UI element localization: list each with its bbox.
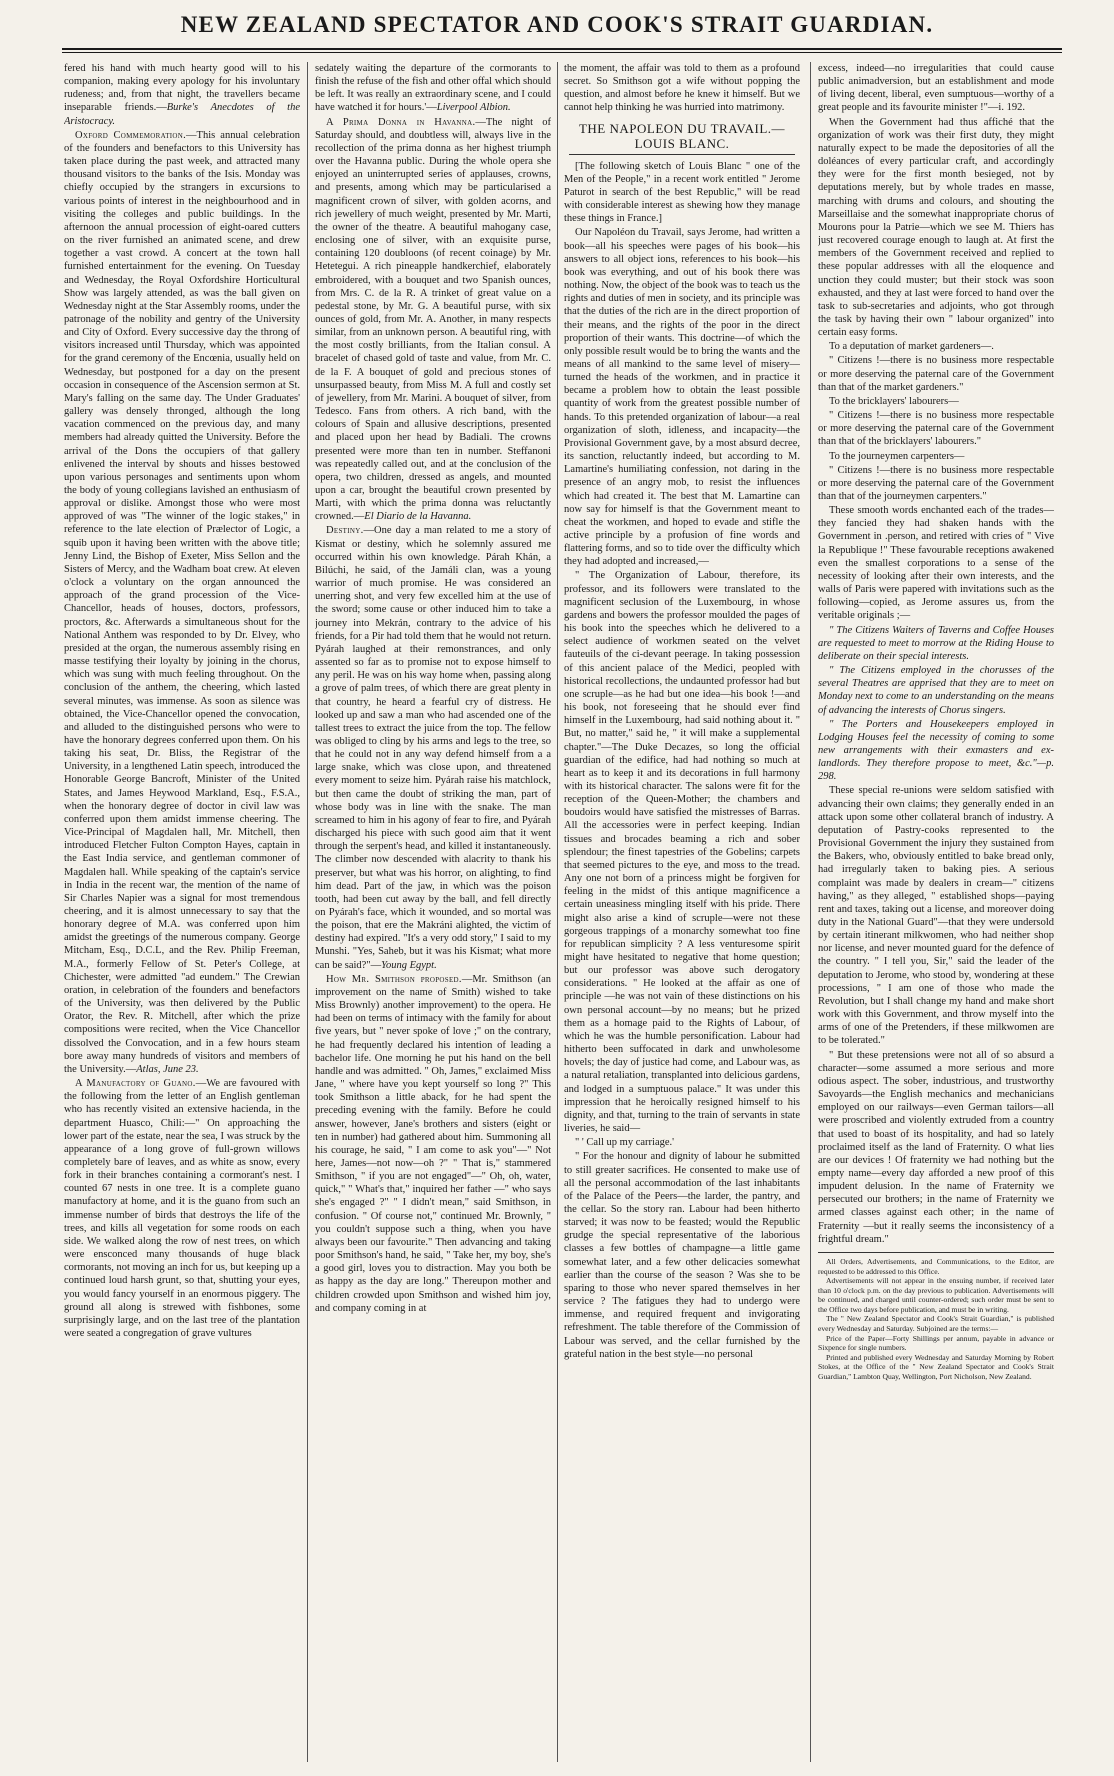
column-1 [64,62,300,1762]
article-heading: Oxford Commemoration. [75,129,187,141]
masthead-rule [62,48,1062,50]
article-paragraph: " The Organization of Labour, therefore, its professor, and its followers were translated to the magnificent seclusion of the Luxembourg, in whose gardens and bowers the professor moulded the pages of his book into the speeches which he delivered to a select audience of workmen seated on the velvet fauteuils of the ci-devant peerage. In taking possession of this ancient palace of the Medici, peopled with historical recollections, the undaunted professor had but one scruple—as he had but one idea—his book !—and his book, not foreseeing that he should ever find himself in the Luxembourg, had said nothing about it. " But, no matter," said he, " it will make a supplemental chapter."—The Duke Decazes, so long the official guardian of the edifice, had had nothing so much at heart as to keep it and its decorations in full harmony with its historical character. The salons were fit for the reception of the Queen-Mother; the chambers and boudoirs would have satisfied the mistresses of Barras. All the accessories were in perfect keeping. Indian tissues and brocades beaming a rich and sober splendour; the finest tapestries of the Gobelins; carpets that seemed pictures to the eye, and moss to the tread. Any one not born of a princess might be forgiven for feeling in the midst of this antique magnificence a certain uneasiness mingling itself with his pride. There might also arise a kind of scruple—were not these gorgeous trappings of a monarchy somewhat too fine for republican simplicity ? A less venturesome spirit might have hesitated to negative that home question; but our professor was above such derogatory considerations. " He looked at the affair as one of principle —he was not vain of these distinctions on his own personal account—by no means; but he prized them as a homage paid to the Rights of Labour, of which he was the humble personification. Labour had hitherto been suffocated in dark and unwholesome hovels; the day of justice had come, and Labour was, as a natural retaliation, transplanted into delicious gardens, and lodged in a sumptuous palace." It was under this impression that he heroically resigned himself to his dignity, and that, turning to the train of servants in state liveries, he said— [564,570,800,1135]
article-continuation: fered his hand with much hearty good will to his companion, making every apology for his involuntary rudeness; and, from that night, the travellers became inseparable friends.—Burke's Anecdotes of the Aristocracy. [64,63,300,127]
article-notice: " The Citizens Waiters of Taverns and Coffee Houses are requested to meet to morrow at the Riding House to deliberate on their special interests. [818,624,1054,662]
article-continuation: sedately waiting the departure of the cormorants to finish the refuse of the fish and other offal which should be left. It was really an extraordinary scene, and I could have watched it for hours.'—Liverpool Albion. [315,63,551,114]
column-divider [810,62,811,1762]
heading-rule [569,154,796,155]
article-paragraph: To a deputation of market gardeners—. [829,341,994,353]
article-paragraph: " ' Call up my carriage.' [575,1137,675,1149]
article-paragraph: To the bricklayers' labourers— [829,395,959,407]
article-paragraph: These special re-unions were seldom satisfied with advancing their own claims; they generally ended in an attack upon some other collateral branch of industry. A deputation of Pastry-cooks represented to the Provisional Government the injury they sustained from the Bakers, who, obviously entitled to bake bread only, had irregularly taken to baking pies. A serious complaint was made by dealers in cream—" citizens having," as they alleged, " established shops—paying rent and taxes, taking out a license, and moreover doing duty in the National Guard"—that they were undersold by certain itinerant milkwomen, who had neither shop nor license, and never mounted guard for the defence of the country. " I tell you, Sir," said the leader of the deputation to Jerome, who stood by, wondering at these processions, " I am one of those who made the Revolution, but I shall change my hand and make short work with this Government, and throw myself into the arms of one of the Pretenders, if these milkwomen are to be tolerated." [818,785,1054,1047]
article-quote: " Citizens !—there is no business more respectable or more deserving the paternal care of the Government than that of the bricklayers' labourers." [818,410,1054,448]
masthead-rule-thin [62,52,1062,53]
article-smithson: How Mr. Smithson proposed.—Mr. Smithson (an improvement on the name of Smith) wished to take Miss Brownly) another improvement) to the opera. He had been on terms of intimacy with the family for about five years, but " never spoke of love ;" on the contrary, he had frequently declared his intention of leading a bachelor life. One morning he put his hand on the bell handle and was admitted. " Oh, James," exclaimed Miss Jane, " where have you kept yourself so long ?" This took Smithson a little aback, for he had spent the preceding evening with the family. Before he could answer, however, Jane's brothers and sisters (eight or ten in number) had gathered about him. Summoning all his courage, he said, " I am come to ask you"—" Not here, James—not now—oh ?" " That is," stammered Smithson, " if you are not engaged"—" Oh, oh, water, quick," " What's that," inquired her father —" who says she's engaged ?" " I didn't mean," said Smithson, in confusion. " Of course not," continued Mr. Brownly, " you couldn't suppose such a thing, when you have always been our favourite." Then advancing and taking poor Smithson's hand, he said, " Take her, my boy, she's a good girl, loves you to distraction. May you both be as happy as the day are long." Thereupon mother and children crowded upon Smithson and wished him joy, and company coming in at [315,973,551,1314]
article-paragraph: " For the honour and dignity of labour he submitted to still greater sacrifices. He consented to make use of all the personal accommodation of the last inhabitants of the Palace of the Peers—the larder, the pantry, and the cellar. So the story ran. Labour had been hitherto starved; it was now to be feasted; would the Republic grudge the special representative of the laborious classes a few bottles of champagne—a little game somewhat later, and a few other delicacies somewhat earlier than the course of the season ? Was she to be sparing to those who never spared themselves in her service ? The fatigues they had to undergo were immense, and required frequent and invigorating refreshment. The table therefore of the Commission of Labour was served, and the cellar furnished by the grateful nation in the best style—no personal [564,1151,800,1360]
article-paragraph: When the Government had thus affiché that the organization of work was their first duty, they might naturally expect to be made the depositories of all the doléances of every particular craft, and accordingly they were for the first month besieged, not by deputations merely, but by whole trades en masse, marching with drums and colours, and shouting the Marseillaise and the somewhat inappropriate chorus of Mourons pour la Patrie—which we see M. Thiers has just recovered courage enough to laugh at. At first the members of the Government received and replied to these popular addresses with all the eloquence and unction they could muster; but their stock was soon exhausted, and they at last were forced to hand over the task to sub-secretaries and adjoints, who got through the task by having their own " labour organized" into certain easy forms. [818,116,1054,339]
masthead: NEW ZEALAND SPECTATOR AND COOK'S STRAIT GUARDIAN. [180,12,934,37]
article-heading: A Prima Donna in Havanna. [326,116,476,128]
article-heading: A Manufactory of Guano. [75,1078,196,1090]
column-2 [315,62,551,1762]
column-divider [307,62,308,1762]
article-continuation: excess, indeed—no irregularities that could cause public animadversion, but an establishment and mode of living decent, liberal, even sumptuous—worthy of a great people and its favourite minister !"—i. 192. [818,63,1054,114]
article-notice: " The Citizens employed in the chorusses of the several Theatres are apprised that they are to meet on Monday next to come to an understanding on the means of advancing the interests of Chorus singers. [818,665,1054,716]
article-heading: Destiny. [326,525,364,537]
article-paragraph: To the journeymen carpenters— [829,450,965,462]
article-quote: " Citizens !—there is no business more respectable or more deserving the paternal care of the Government than that of the journeymen carpenters." [818,464,1054,502]
column-4 [818,62,1054,1762]
article-oxford-commemoration: Oxford Commemoration.—This annual celebration of the founders and benefactors to this University has taken place during the past week, and attracted many thousand visitors to the banks of the Isis. Monday was chiefly occupied by the strangers in excursions to various points of interest in the neighbourhood and in visiting the colleges and public buildings. In the afternoon the annual procession of eight-oared cutters on the river furnished an animated scene, and drew together a vast crowd. A concert at the town hall furnished entertainment for the evening. On Tuesday and Wednesday, the Royal Oxfordshire Horticultural Show was largely attended, as was the ball given on Wednesday night at the Star Assembly rooms, under the patronage of the nobility and gentry of the University and City of Oxford. Every successive day the throng of visitors increased until Thursday, which was appointed for the grand ceremony of the Encœnia, usually held on Wednesday, but postponed for a day on the present occasion in consequence of the Ascension sermon at St. Mary's falling on the same day. The Under Graduates' gallery was densely thronged, although the long vacation commenced on the previous day, and many members had already quitted the University. Before the arrival of the Dons the occupiers of that gallery enlivened the interval by shouts and hisses bestowed upon various personages and sentiments upon whom the body of young collegians lavished an enthusiasm of approval or dislike. Amongst those who were most approved of was "The winner of the logic stakes," in reference to the late election of Prælector of Logic, a squib upon it having been written with the above title; Jenny Lind, the Bishop of Exeter, Miss Sellon and the Sisters of Mercy, and the Wadham boat crew. At eleven o'clock a voluntary on the organ announced the approach of the grand procession of the Vice-Chancellor, heads of houses, doctors, professors, proctors, &c. Afterwards a simultaneous shout for the National Anthem was responded to by Dr. Elvey, who presided at the organ, the numerous assembly rising en masse testifying their loyalty by joining in the chorus, which was sung with much feeling throughout. On the conclusion of the anthem, the cheering, which lasted several minutes, was immense. As soon as silence was obtained, the Vice-Chancellor opened the convocation, and alluded to the distinguished persons who were to have the honorary degrees conferred upon them. On his taking his seat, Dr. Bliss, the Registrar of the University, in a lengthened Latin speech, introduced the Honorable George Bancroft, Minister of the United States, and James Heywood Markland, Esq., F.S.A., when the honorary degree of doctor in civil law was conferred upon them amidst immense cheering. The Vice-Principal of Magdalen hall, Mr. Mitchell, then introduced Fletcher Fulton Compton Hayes, captain in the East India service, and gentleman commoner of Magdalen hall. While speaking of the captain's service in India in the recent war, the mention of the name of Sir Charles Napier was a signal for most tremendous cheering, and it is almost unnecessary to say that the honorary degree of M.A. was conferred upon him amidst the greetings of the numerous company. George Mitcham, Esq., D.C.L, and the Rev. Philip Freeman, M.A., formerly Fellow of St. Peter's College, at Chichester, were admitted "ad eundem." The Crewian oration, in celebration of the founders and benefactors of the University, was then delivered by the Public Orator, the Rev. R. Mitchell, after which the prize compositions were recited, when the Vice Chancellor dissolved the Convocation, and in a few hours steam bore away many hundreds of visitors and members of the University.—Atlas, June 23. [64,129,300,1075]
article-quote: " Citizens !—there is no business more respectable or more deserving the paternal care of the Government than that of the market gardeners." [818,355,1054,393]
column-3 [564,62,800,1762]
article-heading-louis-blanc: THE NAPOLEON DU TRAVAIL.—LOUIS BLANC. [564,121,800,155]
article-paragraph: Our Napoléon du Travail, says Jerome, had written a book—all his speeches were pages of his book—his answers to all object ions, references to his book—his book was everything, and out of his book there was nothing. Now, the object of the book was to teach us the rights and duties of men in society, and its principle was that the duties of the rich are in the direct proportion of their means, and the rights of the poor in the direct proportion of their wants. This doctrine—of which the only possible result would be to bring the wants and the means of all mankind to the same level of misery—turned the heads of the workmen, and in practice it became a problem how to obtain the least possible quantity of work from the greatest possible number of hands. To this pretended organization of labour—a real organization of sloth, idleness, and incapacity—the Provisional Government gave, by a most absurd decree, its sanction, reluctantly indeed, but according to M. Lamartine's humiliating confession, not daring in the presence of an angry mob, to resist the influences which had created it. The best that M. Lamartine can now say for himself is that the Government meant to cheat the workmen, and hoped to evade and stifle the active principle by a profusion of fine words and flattering forms, and so to tide over the difficulty which they had adopted and increased,— [564,227,800,568]
article-notice: " The Porters and Housekeepers employed in Lodging Houses feel the necessity of coming to some new arrangements with their exmasters and ex-landlords. They therefore propose to meet, &c."—p. 298. [818,718,1054,783]
publisher-notice: All Orders, Advertisements, and Communications, to the Editor, are requested to be addressed to this Office. Advertisements will not appear in the ensuing number, if received later than 10 o'clock p.m. on the day previous to publication. Advertisements will be continued, and charged until counter-ordered; such order must be sent to the Office two days before publication, and must be in writing. The " New Zealand Spectator and Cook's Strait Guardian," is published every Wednesday and Saturday. Subjoined are the terms:— Price of the Paper—Forty Shillings per annum, payable in advance or Sixpence for single numbers. Printed and published every Wednesday and Saturday Morning by Robert Stokes, at the Office of the " New Zealand Spectator and Cook's Strait Guardian," Lambton Quay, Wellington, Port Nicholson, New Zealand. [818,1252,1054,1382]
article-prima-donna: A Prima Donna in Havanna.—The night of Saturday should, and doubtless will, always live in the recollection of the prima donna as her highest triumph over the Havanna public. During the whole opera she enjoyed an uninterrupted series of applauses, crowns, and presents, among which may be particularised a magnificent crown of silver, with golden acorns, and rich jewellery of much weight, presented by Mr. Marti, the owner of the theatre. A beautiful mahogany case, enclosing one of silver, with an exquisite purse, containing 120 doubloons (of recent coinage) by Mr. Hetetegui. A rich pineapple handkerchief, elaborately embroidered, with a bouquet and two Spanish ounces, from Mrs. C. de la R. A trinket of great value on a pedestal stone, by Mr. G. A beautiful purse, with six ounces of gold, from Mr. A. Another, in many respects similar, from an unknown person. A beautiful ring, with the most costly brilliants, from the Italian consul. A bracelet of chased gold of taste and value, from Mr. C. de la F. A bouquet of gold and precious stones of unsurpassed beauty, from Miss M. A full and costly set of jewellery, from Mr. Marini. A bouquet of silver, from Tedesco. Fans from others. A rich band, with the colours of Spain and allusive descriptions, presented and placed upon her head by Badiali. The crowns presented were more than ten in number. Steffanoni was repeatedly called out, and at the conclusion of the opera, two children, dressed as angels, and mounted upon a car, brought the beautiful crown presented by Marti, with which the prima donna was reluctantly crowned.—El Diario de la Havanna. [315,116,551,523]
article-paragraph: These smooth words enchanted each of the trades—they fancied they had shaken hands with the Government in .person, and retired with cries of " Vive la Republique !" These favourable receptions awakened even the smallest corporations to a sense of the necessity of looking after their own interests, and the walls of Paris were papered with invitations such as the following—copied, as Jerome assures us, from the veritable originals ;— [818,505,1054,622]
column-divider [557,62,558,1762]
article-intro: [The following sketch of Louis Blanc " one of the Men of the People," in a recent work entitled " Jerome Paturot in search of the best Republic," will be read with considerable interest as shewing how they manage these things in France.] [564,160,800,225]
article-paragraph: " But these pretensions were not all of so absurd a character—some assumed a more serious and more odious aspect. The sober, industrious, and trustworthy Savoyards—the English mechanics and mechanicians employed on our railways—even German tailors—all were proscribed and violently extruded from a country that used to boast of its hospitality, and had so lately proclaimed itself as the land of Fraternity. O what lies are our devices ! Of fraternity we had nothing but the empty name—every day afforded a new proof of this impudent delusion. In the name of Fraternity we persecuted our brothers; in the name of Fraternity we armed classes against each other; in the name of Fraternity —but it really seems the inconsistency of a frightful dream." [818,1049,1054,1245]
article-heading: How Mr. Smithson proposed. [326,973,462,985]
article-continuation: the moment, the affair was told to them as a profound secret. So Smithson got a wife without popping the question, and almost before he knew it himself. But we cannot help thinking he was hurried into matrimony. [564,63,800,114]
article-destiny: Destiny.—One day a man related to me a story of Kismat or destiny, which he solemnly assured me occurred within his own knowledge. Párah Khán, a Bilúchi, he said, of the Jamáli clan, was a young warrior of much promise. He was considered an unerring shot, and very few excelled him at the use of the sword; some cause or other induced him to take a journey into Mekrán, contrary to the advice of his friends, for a Pir had told them that he would not return. Pyárah laughed at their remonstrances, and only assented so far as to promise not to expose himself to any peril. He was on his way home when, passing along a grove of palm trees, of which there are great plenty in that country, he heard a fearful cry of distress. He looked up and saw a man who had ascended one of the tallest trees to extract the juice from the top. The fellow was obliged to cling by his arms and legs to the tree, so that he could not in any way defend himself from a a large snake, which was close upon, and threatened every moment to seize him. Pyárah raise his matchlock, but then came the doubt of striking the man, part of whose body was in line with the snake. The man screamed to him in his agony of fear to fire, and Pyárah discharged his piece with such good aim that it went through the serpent's head, and killed it instantaneously. The climber now descended with alacrity to thank his preserver, but what was his horror, on alighting, to find him dead. Part of the jaw, in which was the poison tooth, had been cut away by the ball, and fell directly on Pyárah's face, which it wounded, and so mortal was the poison, that ere the Makráni alighted, the victim of destiny had expired. "It's a very odd story," I said to my Munshi. "Yes, Saheb, but it was his Kismat; what more can be said?"—Young Egypt. [315,525,551,971]
article-guano: A Manufactory of Guano.—We are favoured with the following from the letter of an English gentleman who has recently visited an extensive hacienda, in the department Huasco, Chili:—" On approaching the lower part of the estate, near the sea, I was struck by the appearance of a long grove of full-grown willows completely bare of leaves, and as white as snow, every fork in their branches containing a cormorant's nest. I counted 67 nests in one tree. It is a complete guano manufactory at home, and it is the guano from such an immense number of birds that destroys the life of the trees, and kills all vegetation for some roods on each side. We walked along the row of nest trees, on which were ensconced many thousands of huge black cormorants, not moving an inch for us, but keeping up a continued loud harsh grunt, so that, shutting your eyes, you would fancy yourself in an enormous piggery. The ground all along is strewed with fishbones, some surprisingly large, and on the last tree of the plantation were seated a congregation of grave vultures [64,1078,300,1339]
